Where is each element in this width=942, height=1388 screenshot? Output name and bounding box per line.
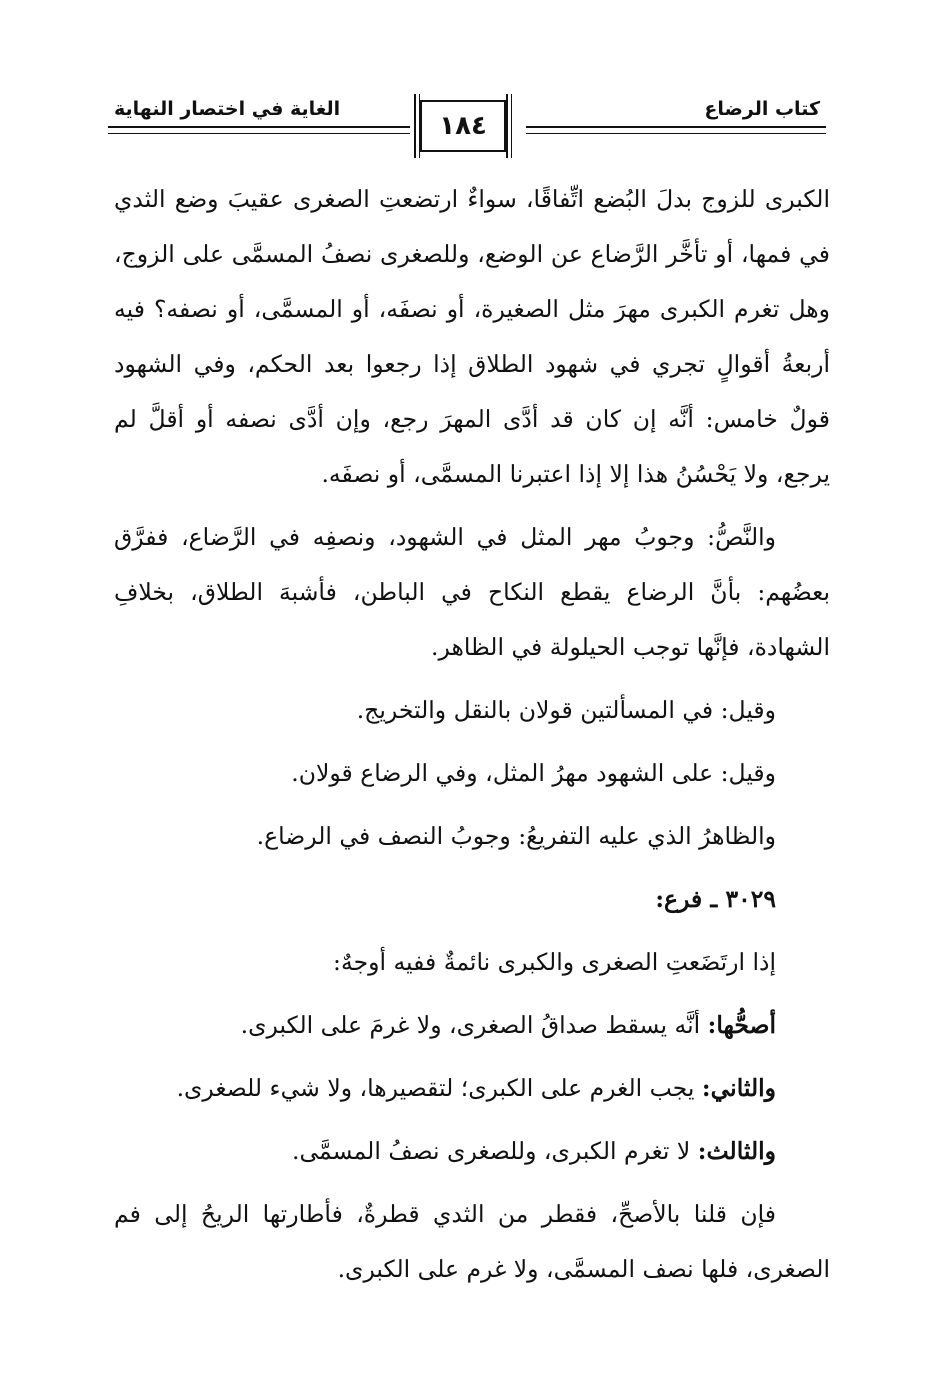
page-number: ١٨٤ bbox=[439, 111, 487, 141]
view-1-text: أنَّه يسقط صداقُ الصغرى، ولا غرمَ على الكبرى. bbox=[240, 1011, 708, 1039]
opinion-line-1: وقيل: في المسألتين قولان بالنقل والتخريج. bbox=[356, 696, 776, 724]
view-3 bbox=[114, 1124, 830, 1179]
page-number-frame bbox=[420, 100, 506, 152]
view-1-label: أصحُّها: bbox=[707, 1011, 776, 1039]
opinion-line-2: وقيل: على الشهود مهرُ المثل، وفي الرضاع قولان. bbox=[291, 759, 776, 787]
paragraph-1: الكبرى للزوج بدلَ البُضع اتِّفاقًا، سواءٌ ارتضعتِ الصغرى عقيبَ وضع الثدي في فمها، أو تأخَّر الرَّضاع عن الوضع، وللصغرى نصفُ المسمَّى على الزوج، وهل تغرم الكبرى مهرَ مثل الصغيرة، أو نصفَه، أو المسمَّى، أو نصفه؟ فيه أربعةُ أقوالٍ تجري في شهود الطلاق إذا رجعوا بعد الحكم، وفي الشهود قولٌ خامس: أنَّه إن كان قد أدَّى المهرَ رجع، وإن أدَّى نصفه أو أقلَّ لم يرجع، ولا يَحْسُنُ هذا إلا إذا اعتبرنا المسمَّى، أو نصفَه. bbox=[114, 185, 830, 488]
view-3-label: والثالث: bbox=[697, 1137, 776, 1165]
paragraph-3: فإن قلنا بالأصحِّ، فقطر من الثدي قطرةٌ، فأطارتها الريحُ إلى فم الصغرى، فلها نصف المسمَّى، ولا غرم على الكبرى. bbox=[114, 1200, 830, 1283]
header-rule-right bbox=[526, 126, 826, 134]
page-header bbox=[108, 92, 826, 162]
header-rule-left bbox=[108, 126, 410, 134]
book-title: الغاية في اختصار النهاية bbox=[114, 98, 341, 120]
view-2-text: يجب الغرم على الكبرى؛ لتقصيرها، ولا شيء للصغرى. bbox=[176, 1074, 702, 1102]
page-body bbox=[114, 172, 830, 1305]
view-2 bbox=[114, 1061, 830, 1116]
branch-heading: ٣٠٢٩ ـ فرع: bbox=[655, 885, 776, 913]
opinion-line-3: والظاهرُ الذي عليه التفريعُ: وجوبُ النصف في الرضاع. bbox=[256, 822, 776, 850]
chapter-title: كتاب الرضاع bbox=[704, 98, 820, 120]
view-1 bbox=[114, 998, 830, 1053]
branch-intro: إذا ارتَضَعتِ الصغرى والكبرى نائمةٌ ففيه أوجهٌ: bbox=[333, 948, 776, 976]
view-3-text: لا تغرم الكبرى، وللصغرى نصفُ المسمَّى. bbox=[291, 1137, 698, 1165]
paragraph-2: والنَّصُّ: وجوبُ مهر المثل في الشهود، ونصفِه في الرَّضاع، ففرَّق بعضُهم: بأنَّ الرضاع يقطع النكاح في الباطن، فأشبهَ الطلاق، بخلافِ الشهادة، فإنَّها توجب الحيلولة في الظاهر. bbox=[114, 523, 830, 661]
view-2-label: والثاني: bbox=[701, 1074, 776, 1102]
